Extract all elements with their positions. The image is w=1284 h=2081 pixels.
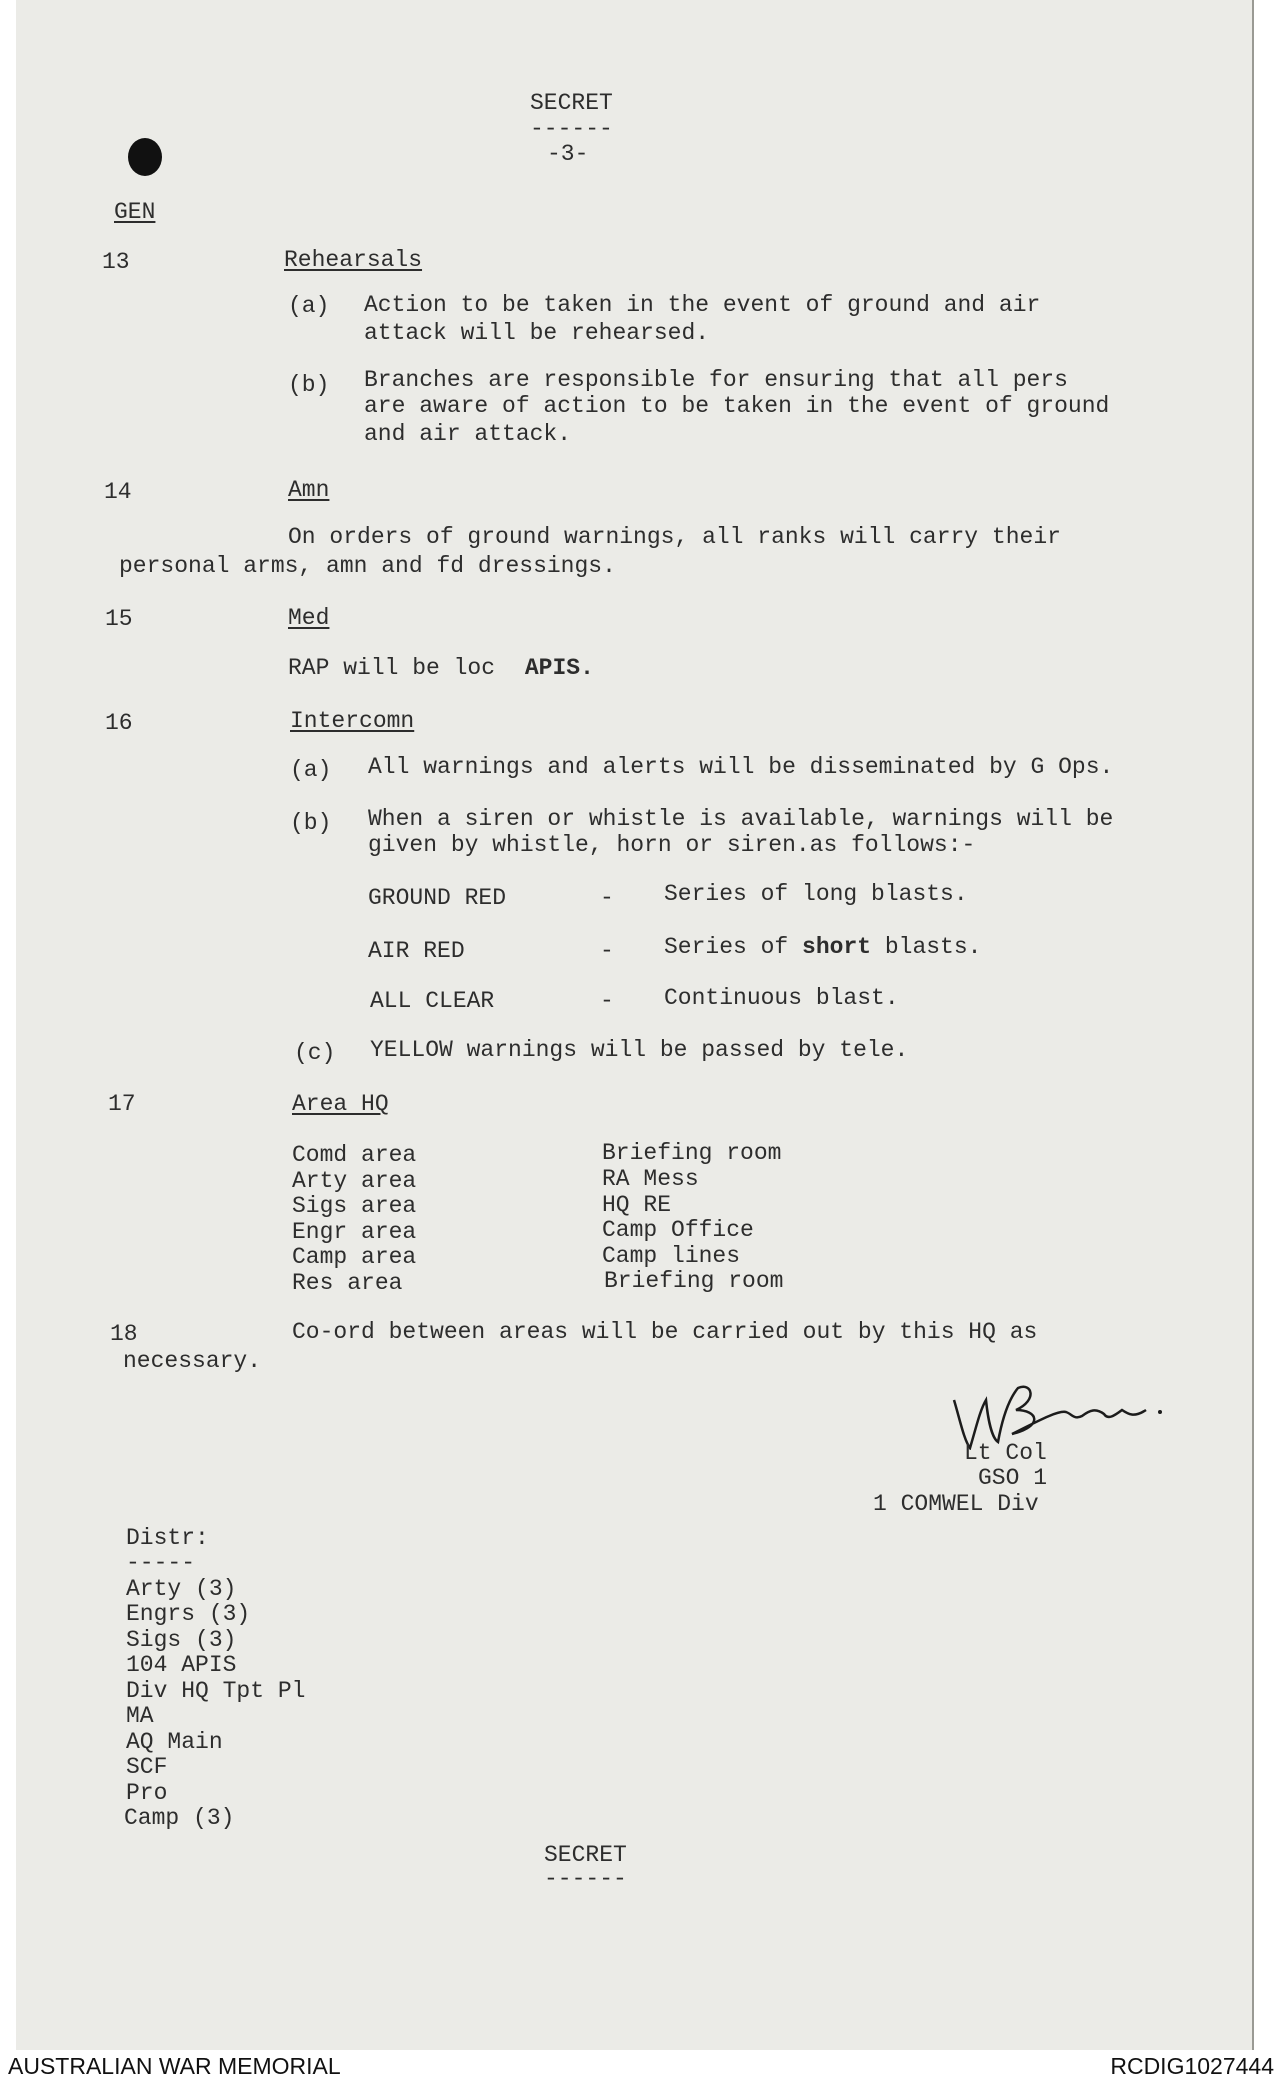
area-location: Camp lines (602, 1243, 741, 1269)
signal-dash: - (600, 988, 614, 1014)
signal-desc (664, 934, 981, 960)
signal-desc-pre: Series of (664, 934, 803, 960)
signal-desc: Continuous blast. (664, 985, 899, 1011)
distribution-title: Distr: (126, 1525, 209, 1551)
signature-mark (946, 1370, 1186, 1450)
area-name: Comd area (292, 1142, 417, 1168)
para-13b-line2: are aware of action to be taken in the event of ground (364, 393, 1110, 419)
para-17-number: 17 (108, 1091, 136, 1117)
para-15-text (288, 655, 594, 681)
distribution-item: Div HQ Tpt Pl (126, 1678, 306, 1704)
area-name: Res area (292, 1270, 403, 1296)
signature-formation: 1 COMWEL Div (873, 1491, 1039, 1517)
classification-footer-rule: ------ (544, 1866, 627, 1892)
para-16c-text: YELLOW warnings will be passed by tele. (370, 1037, 909, 1063)
signal-dash: - (600, 885, 614, 911)
para-14-line1: On orders of ground warnings, all ranks will carry their (288, 524, 1061, 550)
header-rule: ------ (530, 116, 613, 142)
signature-rank: Lt Col (964, 1440, 1047, 1466)
para-13b-label: (b) (288, 372, 330, 398)
archive-id: RCDIG1027444 (1110, 2053, 1274, 2079)
para-13a-label: (a) (288, 293, 330, 319)
distribution-item: Camp (3) (124, 1805, 235, 1831)
para-13b-line1: Branches are responsible for ensuring that all pers (364, 367, 1068, 393)
para-16-number: 16 (105, 710, 133, 736)
area-location: Briefing room (604, 1268, 784, 1294)
para-13b-line3: and air attack. (364, 421, 572, 447)
area-name: Arty area (292, 1168, 417, 1194)
distribution-item: Arty (3) (126, 1576, 237, 1602)
para-16-title: Intercomn (290, 708, 415, 734)
para-16b-label: (b) (290, 810, 332, 836)
para-13a-line2: attack will be rehearsed. (364, 320, 710, 346)
area-name: Sigs area (292, 1193, 417, 1219)
distribution-item: Engrs (3) (126, 1601, 251, 1627)
para-16a-text: All warnings and alerts will be disseminated by G Ops. (368, 754, 1114, 780)
classification-footer: SECRET (544, 1842, 627, 1868)
para-14-title: Amn (288, 477, 330, 503)
section-heading: GEN (114, 199, 156, 225)
para-16b-line2: given by whistle, horn or siren.as follows:- (368, 832, 976, 858)
signal-name: GROUND RED (368, 885, 507, 911)
distribution-item: 104 APIS (126, 1652, 237, 1678)
area-name: Engr area (292, 1219, 417, 1245)
area-location: Camp Office (602, 1217, 754, 1243)
signal-desc: Series of long blasts. (664, 881, 968, 907)
distribution-item: Sigs (3) (126, 1627, 237, 1653)
distribution-rule: ----- (126, 1550, 196, 1576)
signal-dash: - (600, 938, 614, 964)
classification-header: SECRET (530, 90, 613, 116)
signal-desc-bold: short (802, 934, 872, 960)
para-15-location: APIS. (524, 655, 594, 681)
signal-name: AIR RED (368, 938, 465, 964)
archive-name: AUSTRALIAN WAR MEMORIAL (8, 2053, 341, 2079)
para-13-number: 13 (102, 249, 130, 275)
document-page (16, 0, 1252, 2050)
area-name: Camp area (292, 1244, 417, 1270)
distribution-item: Pro (126, 1780, 168, 1806)
para-13a-line1: Action to be taken in the event of ground and air (364, 292, 1041, 318)
area-location: HQ RE (602, 1192, 672, 1218)
para-15-number: 15 (105, 606, 133, 632)
para-16a-label: (a) (290, 757, 332, 783)
para-16c-label: (c) (294, 1040, 336, 1066)
area-location: Briefing room (602, 1140, 782, 1166)
signal-name: ALL CLEAR (370, 988, 495, 1014)
para-15-title: Med (288, 605, 330, 631)
para-17-title: Area HQ (292, 1091, 389, 1117)
distribution-item: AQ Main (126, 1729, 223, 1755)
para-14-line2: personal arms, amn and fd dressings. (119, 553, 616, 579)
distribution-item: SCF (126, 1754, 168, 1780)
para-18-line2: necessary. (123, 1348, 262, 1374)
para-16b-line1: When a siren or whistle is available, warnings will be (368, 806, 1114, 832)
distribution-item: MA (126, 1703, 154, 1729)
signature-appointment: GSO 1 (978, 1465, 1048, 1491)
para-18-line1: Co-ord between areas will be carried out by this HQ as (292, 1319, 1038, 1345)
para-15-text-body: RAP will be loc (288, 655, 496, 681)
archive-footer (0, 2050, 1284, 2081)
page-number: -3- (547, 141, 589, 167)
para-18-number: 18 (110, 1321, 138, 1347)
area-location: RA Mess (602, 1166, 699, 1192)
para-13-title: Rehearsals (284, 247, 423, 273)
para-14-number: 14 (104, 479, 132, 505)
punch-hole (128, 138, 162, 176)
signal-desc-post: blasts. (871, 934, 982, 960)
